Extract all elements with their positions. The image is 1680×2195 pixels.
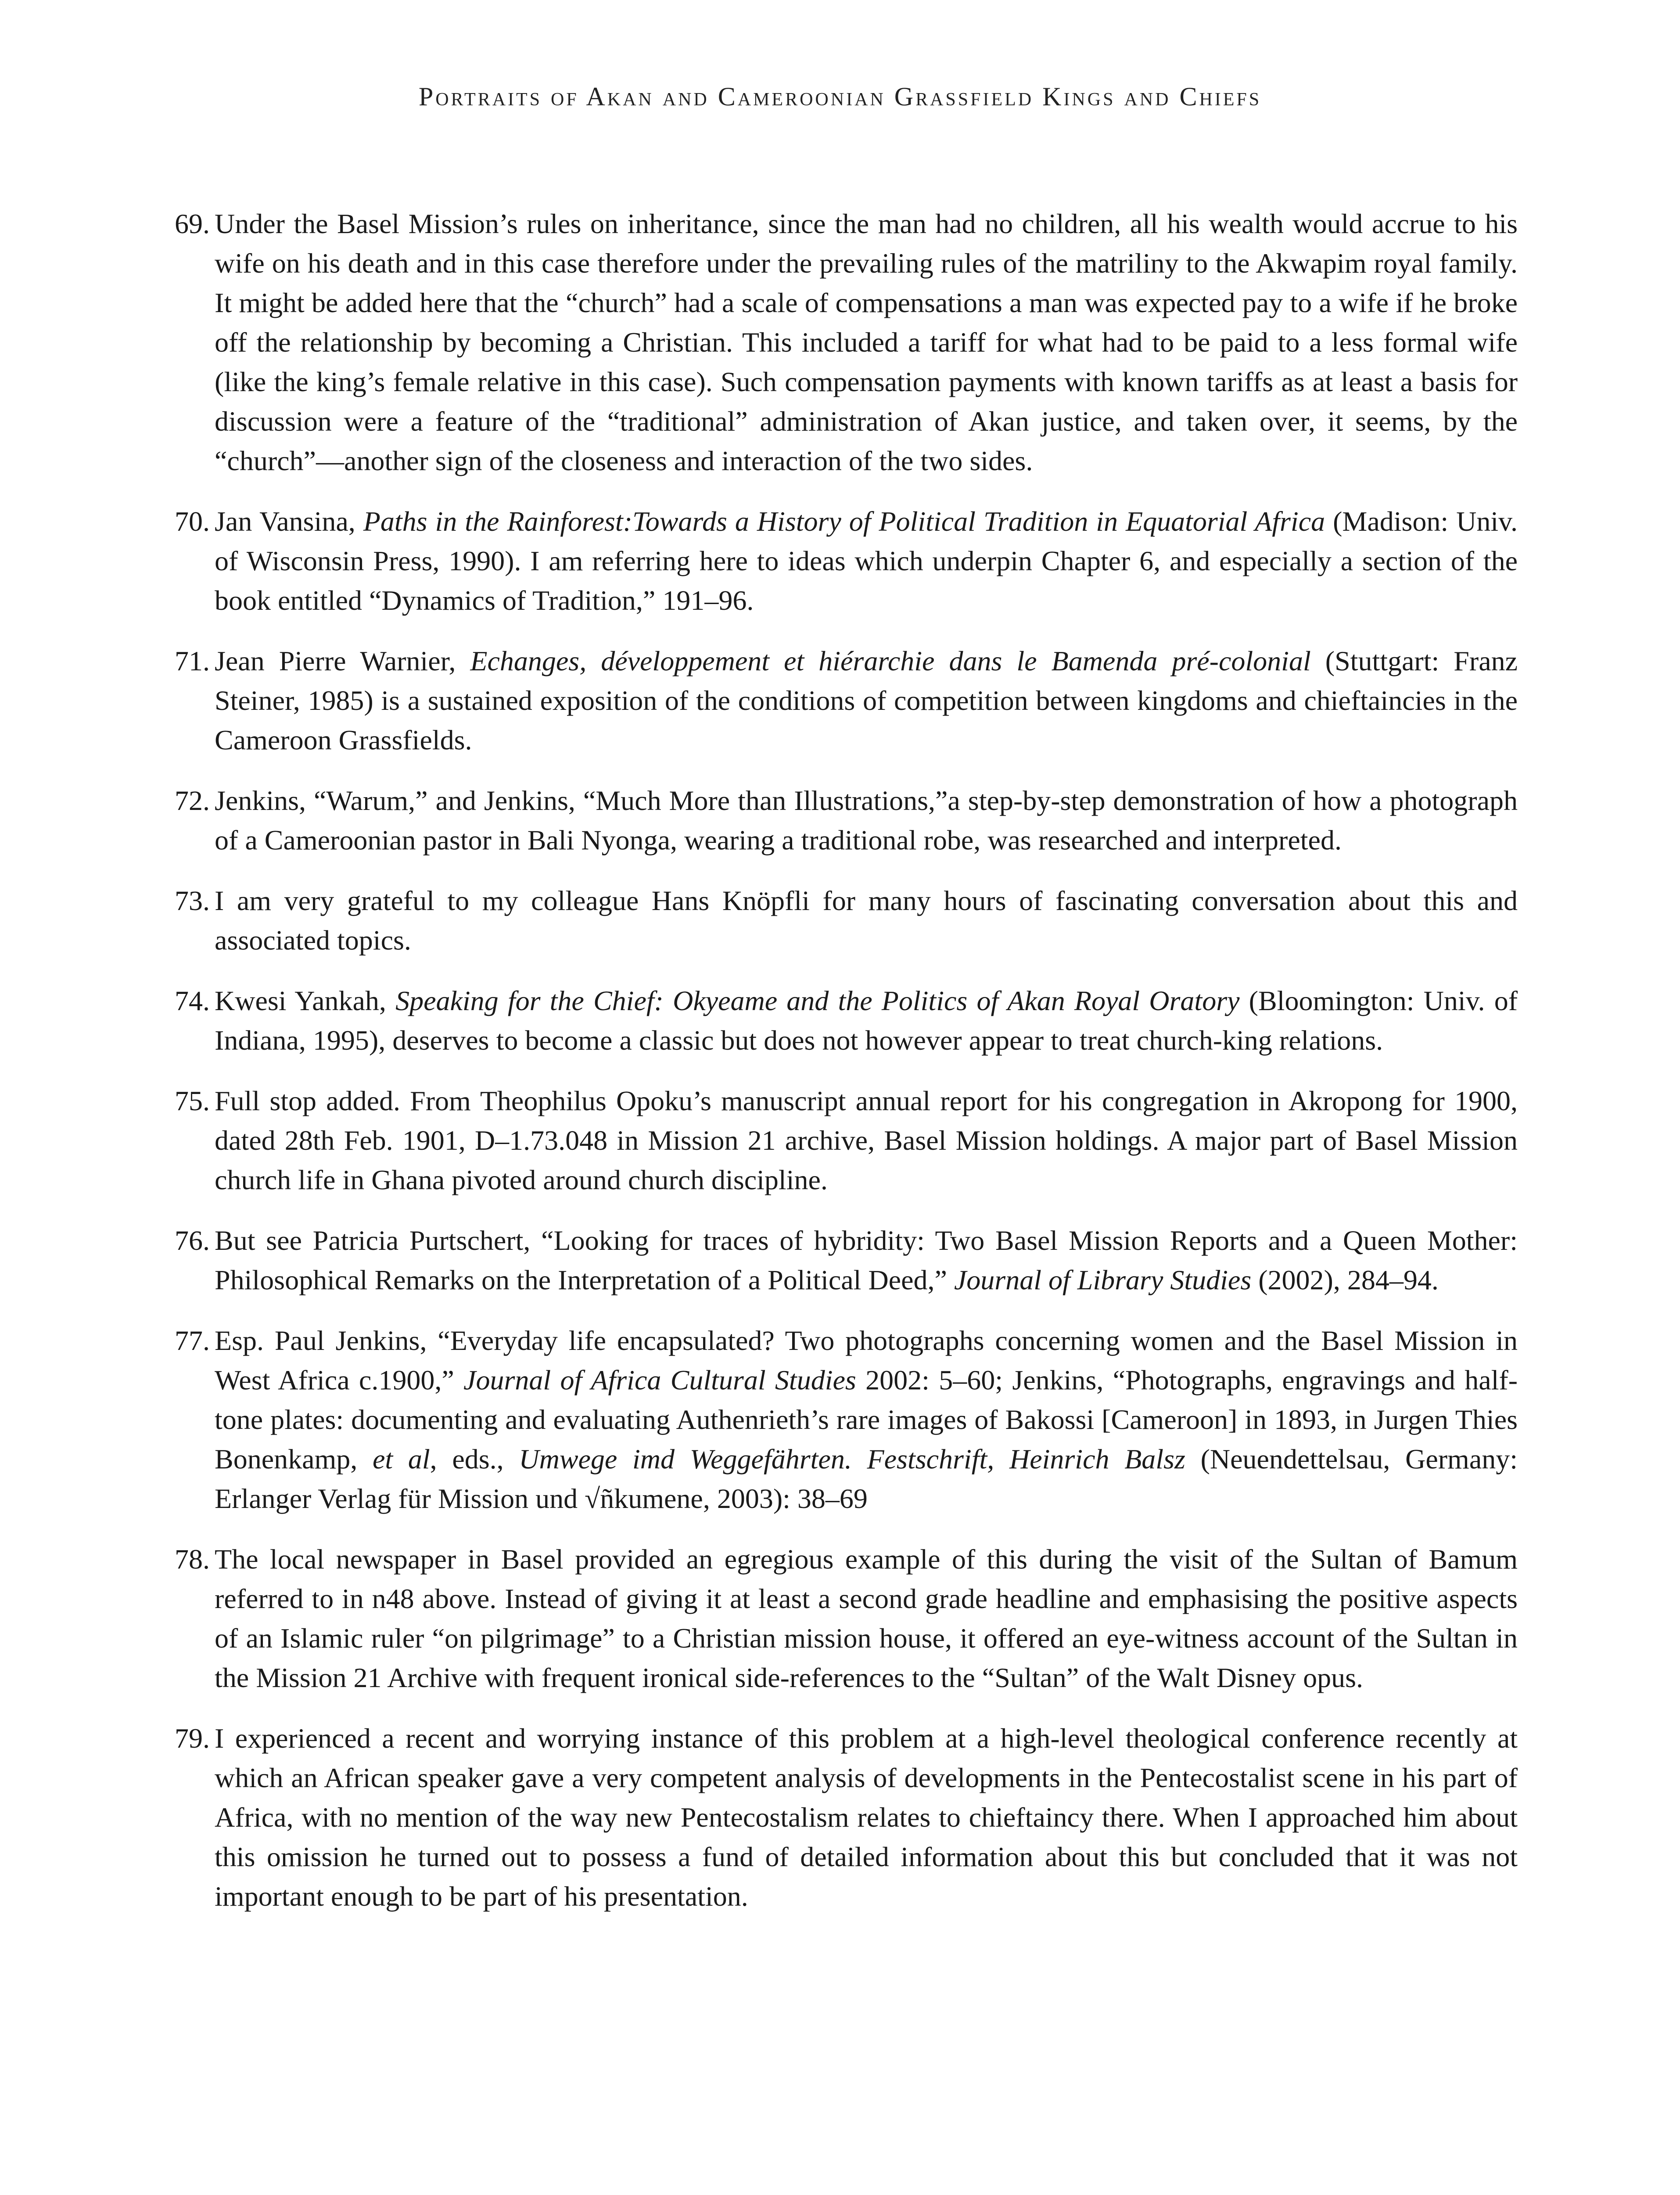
endnote-text-segment: The local newspaper in Basel provided an egregious example of this during the visit of the Sultan of Bamum referred to in n48 above. Instead of giving it at least a second grade headline and emphasising the positive aspects of an Islamic ruler “on pilgrimage” to a Christian mission house, it offered an eye-witness account of the Sultan in the Mission 21 Archive with frequent ironical side-references to the “Sultan” of the Walt Disney opus. [215,1544,1518,1693]
endnote-text-segment: (Stuttgart: Franz Steiner, 1985) is a sustained exposition of the conditions of competition between kingdoms and chieftaincies in the Cameroon Grassfields. [215,645,1518,756]
endnote-number: 75. [175,1085,210,1116]
endnote-title-italic: Journal of Library Studies [954,1264,1252,1295]
endnote-text [215,1321,1518,1519]
endnote-text-segment: I am very grateful to my colleague Hans Knöpfli for many hours of fascinating conversation about this and associated topics. [215,885,1518,956]
endnote-text-segment: 2002: 5–60; Jenkins, “Photographs, engravings and half-tone plates: documenting and evaluating Authenrieth’s rare images of Bakossi [Cameroon] in 1893, in Jurgen Thies Bonenkamp, [215,1364,1518,1475]
endnote-text-segment: (Madison: Univ. of Wisconsin Press, 1990). I am referring here to ideas which underpin Chapter 6, and especially a section of the book entitled “Dynamics of Tradition,” 191–96. [215,506,1518,616]
endnote-number: 69. [175,208,210,239]
endnote-text-segment: But see Patricia Purtschert, “Looking for traces of hybridity: Two Basel Mission Reports and a Queen Mother: Philosophical Remarks on the Interpretation of a Political Deed,” [215,1225,1518,1295]
endnote-text [215,1081,1518,1200]
endnote [175,1321,1518,1519]
endnote-title-italic: Umwege imd Weggefährten. Festschrift, Heinrich Balsz [519,1443,1185,1475]
endnote-title-italic: et al [372,1443,430,1475]
endnote-title-italic: Speaking for the Chief: Okyeame and the Politics of Akan Royal Oratory [395,985,1240,1016]
endnote-number: 77. [175,1325,210,1356]
endnote-text-segment: Jean Pierre Warnier, [215,645,470,676]
endnote [175,781,1518,860]
endnotes-list [175,204,1518,1937]
endnote [175,1540,1518,1698]
endnote-title-italic: Echanges, développement et hiérarchie dans le Bamenda pré-colonial [470,645,1311,676]
endnote [175,981,1518,1060]
endnote-title-italic: Paths in the Rainforest:Towards a History of Political Tradition in Equatorial Africa [363,506,1325,537]
endnote-text [215,1221,1518,1300]
endnote-text-segment: Esp. Paul Jenkins, “Everyday life encapsulated? Two photographs concerning women and the Basel Mission in West Africa c.1900,” [215,1325,1518,1396]
endnote-text-segment: Jenkins, “Warum,” and Jenkins, “Much More than Illustrations,”a step-by-step demonstration of how a photograph of a Cameroonian pastor in Bali Nyonga, wearing a traditional robe, was researched and interpreted. [215,785,1518,856]
endnote-text [215,1719,1518,1916]
endnote-number: 71. [175,645,210,676]
endnote-text [215,981,1518,1060]
endnote-text-segment: Jan Vansina, [215,506,363,537]
endnote-number: 79. [175,1723,210,1754]
endnote-text [215,641,1518,760]
endnote-text [215,1540,1518,1698]
endnote-text-segment: Full stop added. From Theophilus Opoku’s manuscript annual report for his congregation in Akropong for 1900, dated 28th Feb. 1901, D–1.73.048 in Mission 21 archive, Basel Mission holdings. A major part of Basel Mission church life in Ghana pivoted around church discipline. [215,1085,1518,1195]
running-head: Portraits of Akan and Cameroonian Grassfield Kings and Chiefs [418,82,1262,111]
endnote-number: 72. [175,785,210,816]
endnote-text [215,781,1518,860]
endnote [175,502,1518,620]
endnote [175,641,1518,760]
endnote-number: 73. [175,885,210,916]
endnote [175,204,1518,481]
endnote [175,1221,1518,1300]
endnote-text-segment: I experienced a recent and worrying instance of this problem at a high-level theological conference recently at which an African speaker gave a very competent analysis of developments in the Pentecostalist scene in his part of Africa, with no mention of the way new Pentecostalism relates to chieftaincy there. When I approached him about this omission he turned out to possess a fund of detailed information about this but concluded that it was not important enough to be part of his presentation. [215,1723,1518,1912]
endnote-number: 76. [175,1225,210,1256]
endnote-text-segment: (2002), 284–94. [1251,1264,1439,1295]
endnote-number: 70. [175,506,210,537]
endnote-number: 78. [175,1544,210,1575]
endnote-text-segment: (Neuendettelsau, Germany: Erlanger Verlag für Mission und √ñkumene, 2003): 38–69 [215,1443,1518,1514]
endnote-text-segment: Under the Basel Mission’s rules on inheritance, since the man had no children, all his wealth would accrue to his wife on his death and in this case therefore under the prevailing rules of the matriliny to the Akwapim royal family. It might be added here that the “church” had a scale of compensations a man was expected pay to a wife if he broke off the relationship by becoming a Christian. This included a tariff for what had to be paid to a less formal wife (like the king’s female relative in this case). Such compensation payments with known tariffs as at least a basis for discussion were a feature of the “traditional” administration of Akan justice, and taken over, it seems, by the “church”—another sign of the closeness and interaction of the two sides. [215,208,1518,476]
endnote-text-segment: (Bloomington: Univ. of Indiana, 1995), deserves to become a classic but does not however appear to treat church-king relations. [215,985,1518,1056]
endnote-text [215,881,1518,960]
endnote [175,1719,1518,1916]
endnote-text-segment: Kwesi Yankah, [215,985,396,1016]
endnote-number: 74. [175,985,210,1016]
endnote [175,881,1518,960]
endnote-text [215,502,1518,620]
endnote-title-italic: Journal of Africa Cultural Studies [463,1364,856,1396]
endnote-text [215,204,1518,481]
endnote-text-segment: , eds., [430,1443,519,1475]
endnote [175,1081,1518,1200]
